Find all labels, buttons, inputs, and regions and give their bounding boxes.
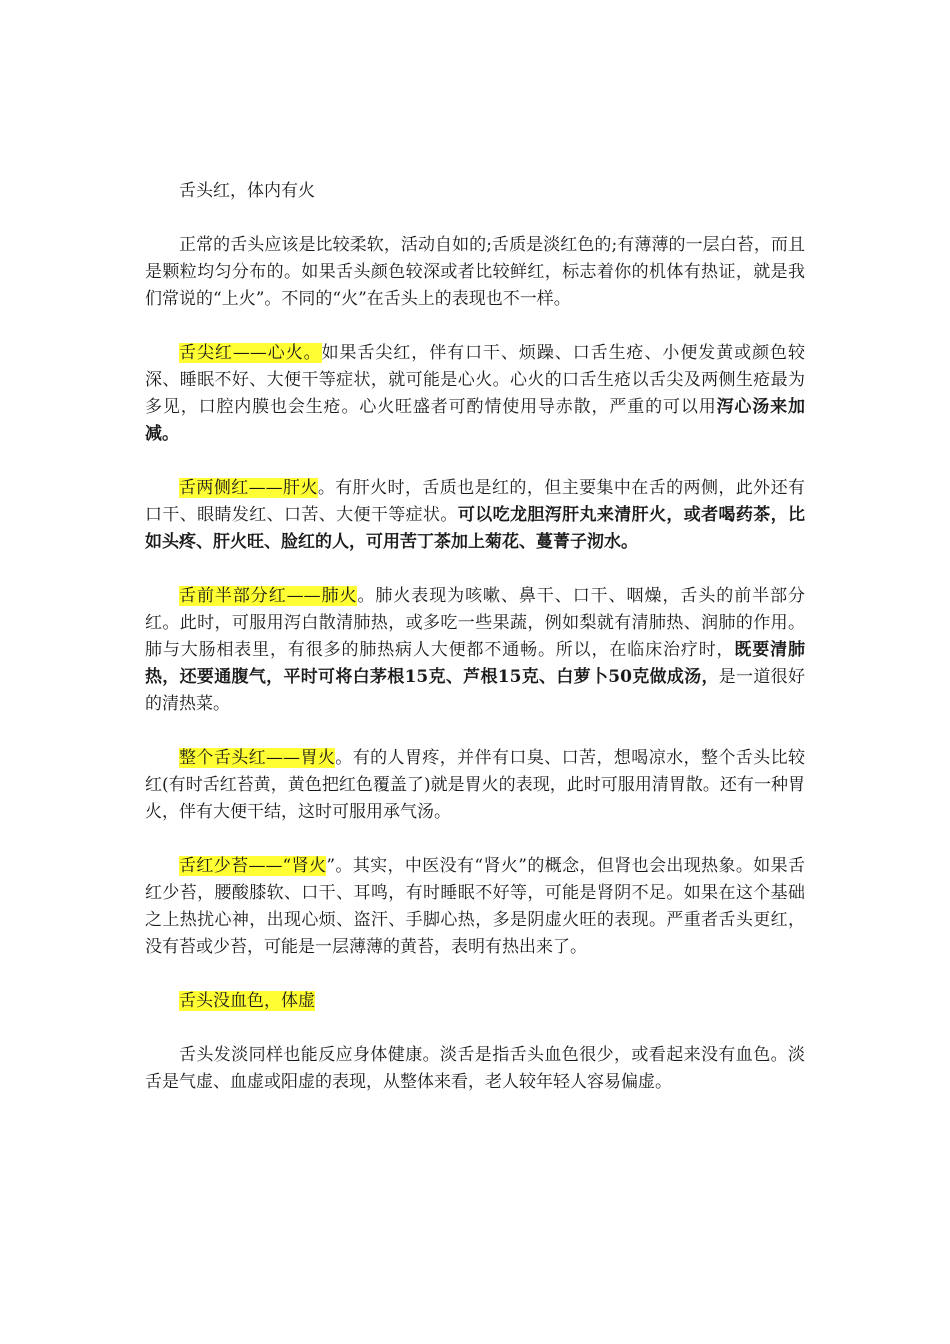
paragraph-text: 。肺火表现为咳嗽、鼻干、口干、咽燥，舌头的前半部分红。此时，可服用泻白散清肺热，或多吃一些果蔬，例如梨就有清肺热、润肺的作用。肺与大肠相表里，有很多的肺热病人大便都不通畅。所以，在临床治疗时，	[145, 586, 806, 660]
intro-paragraph: 正常的舌头应该是比较柔软，活动自如的;舌质是淡红色的;有薄薄的一层白苔，而且是颗粒均匀分布的。如果舌头颜色较深或者比较鲜红，标志着你的机体有热证，就是我们常说的“上火”。不同的“火”在舌头上的表现也不一样。	[145, 235, 805, 309]
highlight-heading: 舌头没血色，体虚	[179, 991, 315, 1011]
bold-text: 可以吃龙胆泻肝丸来清肝火，或者喝药茶，比如头疼、肝火旺、脸红的人，可用苦丁茶加上菊花、蔓菁子沏水。	[145, 505, 806, 552]
paragraph-tail: 是一道很好的清热菜。	[145, 667, 805, 714]
closing-paragraph: 舌头发淡同样也能反应身体健康。淡舌是指舌头血色很少，或看起来没有血色。淡舌是气虚、血虚或阳虚的表现，从整体来看，老人较年轻人容易偏虚。	[145, 1045, 805, 1092]
paragraph-liver-fire	[145, 475, 805, 556]
bold-text: 泻心汤来加减。	[145, 397, 806, 444]
highlight-heading: 整个舌头红——胃火	[179, 748, 336, 768]
highlight-heading: 舌尖红——心火。	[179, 343, 322, 363]
highlight-heading: 舌前半部分红——肺火	[179, 586, 358, 606]
section-title-pale-tongue	[145, 988, 805, 1015]
paragraph-text: 。有肝火时，舌质也是红的，但主要集中在舌的两侧，此外还有口干、眼睛发红、口苦、大便干等症状。	[145, 478, 806, 525]
paragraph-text: ”。其实，中医没有“肾火”的概念，但肾也会出现热象。如果舌红少苔，腰酸膝软、口干、耳鸣，有时睡眠不好等，可能是肾阴不足。如果在这个基础之上热扰心神，出现心烦、盗汗、手脚心热，多是阴虚火旺的表现。严重者舌头更红，没有苔或少苔，可能是一层薄薄的黄苔，表明有热出来了。	[145, 856, 805, 957]
highlight-heading: 舌两侧红——肝火	[179, 478, 318, 498]
paragraph-kidney-fire	[145, 853, 805, 961]
paragraph-heart-fire	[145, 340, 805, 448]
paragraph-stomach-fire	[145, 745, 805, 826]
paragraph-text: 。有的人胃疼，并伴有口臭、口苦，想喝凉水，整个舌头比较红(有时舌红苔黄，黄色把红色覆盖了)就是胃火的表现，此时可服用清胃散。还有一种胃火，伴有大便干结，这时可服用承气汤。	[145, 748, 806, 822]
document-page	[145, 178, 805, 1123]
paragraph-text: 如果舌尖红，伴有口干、烦躁、口舌生疮、小便发黄或颜色较深、睡眠不好、大便干等症状，就可能是心火。心火的口舌生疮以舌尖及两侧生疮最为多见，口腔内膜也会生疮。心火旺盛者可酌情使用导赤散，严重的可以用	[145, 343, 806, 417]
highlight-heading: 舌红少苔——“肾火	[179, 856, 327, 876]
bold-text: 既要清肺热，还要通腹气，平时可将白茅根15克、芦根15克、白萝卜50克做成汤，	[145, 640, 806, 687]
paragraph-lung-fire	[145, 583, 805, 718]
section-title: 舌头红，体内有火	[179, 181, 315, 201]
